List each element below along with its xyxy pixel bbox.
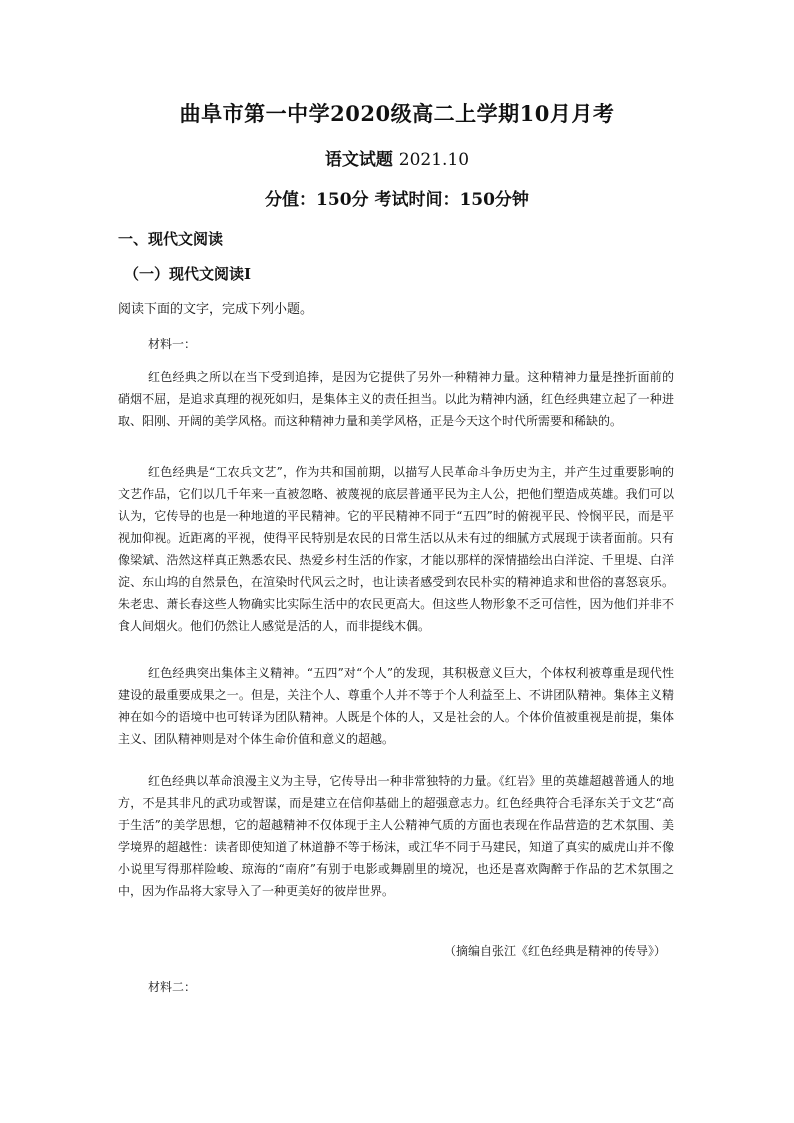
material-one-paragraph-4: 红色经典以革命浪漫主义为主导，它传导出一种非常独特的力量。《红岩》里的英雄超越普通人的地方，不是其非凡的武功或智谋，而是建立在信仰基础上的超强意志力。红色经典符合毛泽东关于文艺“高于生活”的美学思想，它的超越精神不仅体现于主人公精神气质的方面也表现在作品营造的艺术氛围、美学境界的超越性：读者即使知道了林道静不等于杨沫，或江华不同于马建民，知道了真实的威虎山并不像小说里写得那样险峻、琼海的“南府”有别于电影或舞剧里的境况，也还是喜欢陶醉于作品的艺术氛围之中，因为作品将大家导入了一种更美好的彼岸世界。	[118, 774, 674, 898]
exam-date: 2021.10	[398, 150, 470, 170]
reading-instruction: 阅读下面的文字，完成下列小题。	[118, 302, 314, 317]
subject-name: 语文试题	[324, 150, 393, 170]
exam-title: 曲阜市第一中学2020级高二上学期10月月考	[179, 101, 615, 126]
section-heading: 一、现代文阅读	[118, 230, 224, 248]
material-one-paragraph-1: 红色经典之所以在当下受到追捧，是因为它提供了另外一种精神力量。这种精神力量是挫折面前的硝烟不屈，是追求真理的视死如归，是集体主义的责任担当。以此为精神内涵，红色经典建立起了一种进取、阳刚、开阔的美学风格。而这种精神力量和美学风格，正是今天这个时代所需要和稀缺的。	[118, 370, 674, 428]
material-one-paragraph-3: 红色经典突出集体主义精神。“五四”对“个人”的发现，其积极意义巨大，个体权利被尊重是现代性建设的最重要成果之一。但是，关注个人、尊重个人并不等于个人利益至上、不讲团队精神。集体主义精神在如今的语境中也可转译为团队精神。人既是个体的人，又是社会的人。个体价值被重视是前提，集体主义、团队精神则是对个体生命价值和意义的超越。	[118, 666, 674, 746]
exam-subtitle	[0, 145, 794, 170]
material-one-paragraph-2: 红色经典是“工农兵文艺”，作为共和国前期，以描写人民革命斗争历史为主，并产生过重要影响的文艺作品，它们以几千年来一直被忽略、被蔑视的底层普通平民为主人公，把他们塑造成英雄。我们可以认为，它传导的也是一种地道的平民精神。它的平民精神不同于“五四”时的俯视平民、怜悯平民，而是平视加仰视。近距离的平视，使得平民特别是农民的日常生活以从未有过的细腻方式展现于读者面前。只有像梁斌、浩然这样真正熟悉农民、热爱乡村生活的作家，才能以那样的深情描绘出白洋淀、千里堤、白洋淀、东山坞的自然景色，在渲染时代风云之时，也让读者感受到农民朴实的精神追求和世俗的喜怒哀乐。朱老忠、萧长春这些人物确实比实际生活中的农民更高大。但这些人物形象不乏可信性，因为他们并非不食人间烟火。他们仍然让人感觉是活的人，而非提线木偶。	[118, 465, 674, 633]
material-one-label: 材料一：	[148, 337, 197, 351]
subsection-heading: （一）现代文阅读Ⅰ	[124, 265, 252, 283]
material-one-source: （摘编自张江《红色经典是精神的传导》）	[443, 944, 666, 958]
material-two-label: 材料二：	[148, 980, 197, 994]
score-and-time: 分值：150分 考试时间：150分钟	[265, 190, 529, 210]
